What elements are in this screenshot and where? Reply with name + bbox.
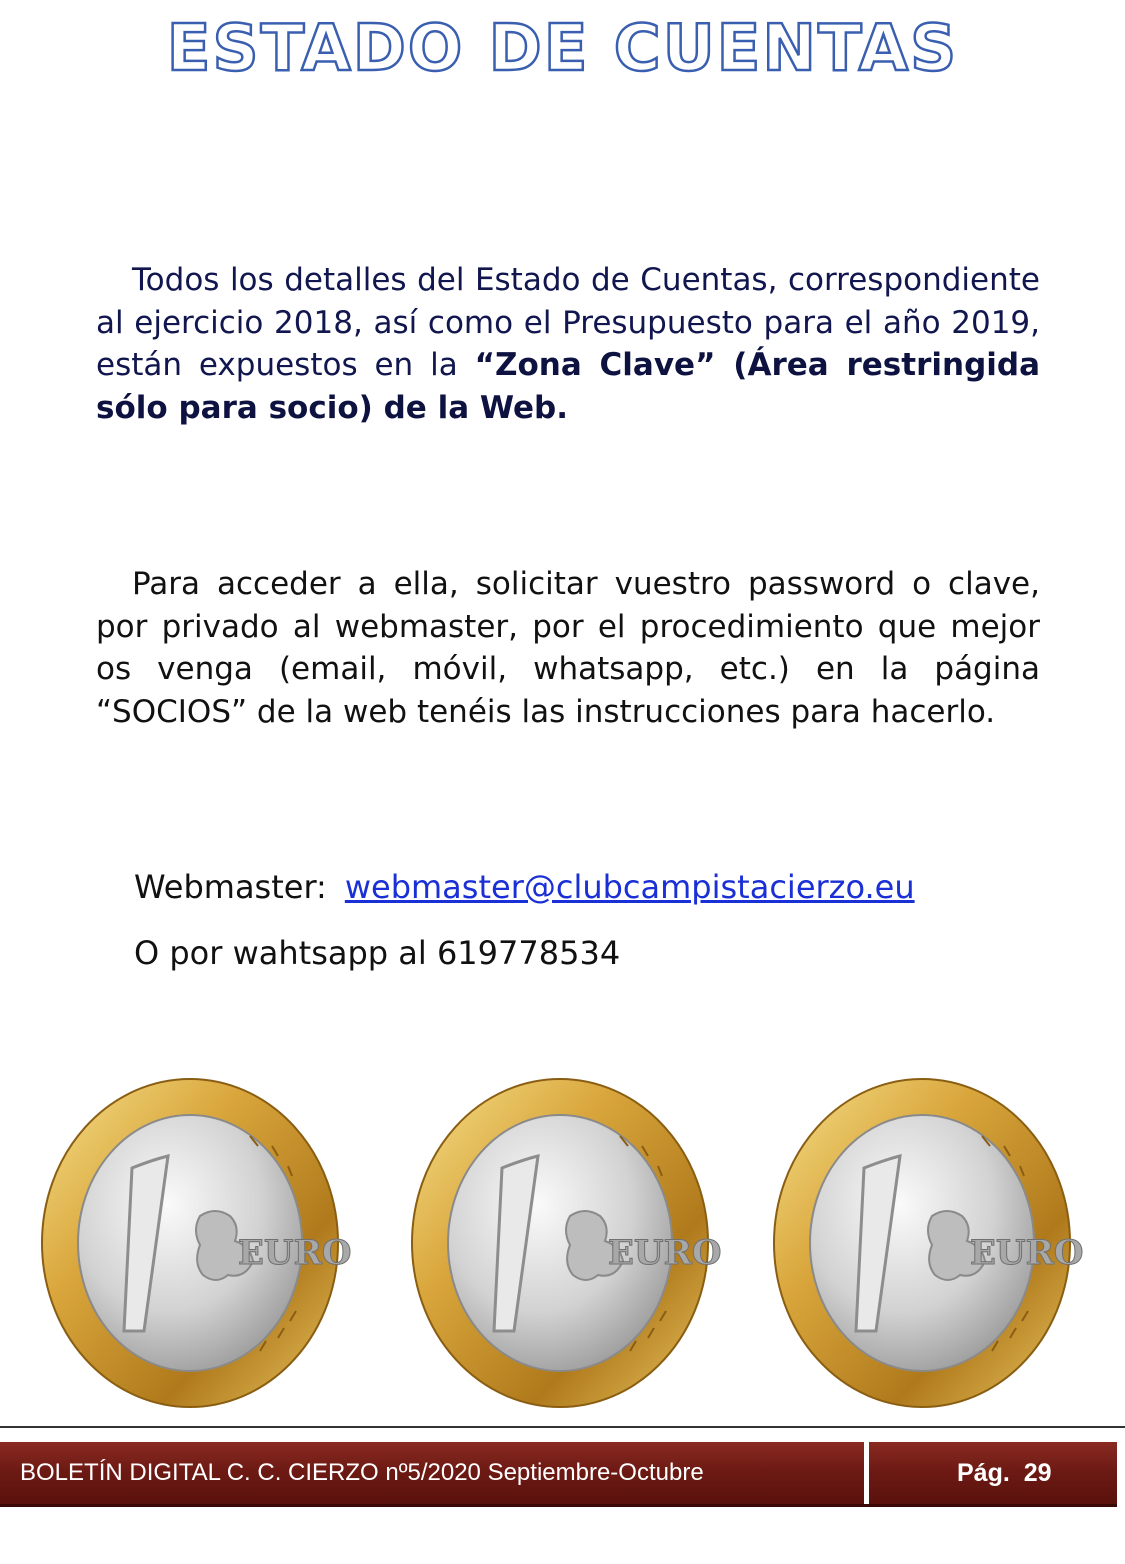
whatsapp-line: O por wahtsapp al 619778534 [134, 934, 621, 972]
euro-coins-illustration [0, 1076, 1125, 1416]
svg-text:EURO: EURO [970, 1233, 1084, 1273]
paragraph-accounts-text: Todos los detalles del Estado de Cuentas, correspondiente al ejercicio 2018, así como el Presupuesto para el año 2019, están expuestos en la [96, 262, 1040, 383]
page-title: ESTADO DE CUENTAS [166, 12, 959, 86]
page-label: Pág. [957, 1459, 1010, 1487]
paragraph-access-text: Para acceder a ella, solicitar vuestro password o clave, por privado al webmaster, por el procedimiento que mejor os venga (email, móvil, whatsapp, etc.) en la página “SOCIOS” de la web tenéis las instrucciones para hacerlo. [96, 566, 1040, 730]
euro-coin-icon [410, 1076, 722, 1411]
page-number: 29 [1023, 1459, 1052, 1487]
footer-separator [864, 1442, 869, 1504]
footer-bar [0, 1442, 1117, 1507]
euro-coin-icon [772, 1076, 1084, 1411]
restricted-zone-note: “Zona Clave” (Área restringida sólo para socio) de la Web. [96, 347, 1040, 426]
paragraph-access [96, 563, 1040, 733]
footer-divider [0, 1426, 1125, 1428]
webmaster-label: Webmaster: [134, 868, 327, 906]
svg-text:EURO: EURO [238, 1233, 352, 1273]
footer-page [957, 1442, 1052, 1504]
svg-text:EURO: EURO [608, 1233, 722, 1273]
webmaster-email-link[interactable]: webmaster@clubcampistacierzo.eu [344, 868, 915, 906]
webmaster-line [134, 868, 915, 906]
footer-publication: BOLETÍN DIGITAL C. C. CIERZO nº5/2020 Septiembre-Octubre [20, 1459, 704, 1486]
euro-coin-icon [40, 1076, 352, 1411]
paragraph-accounts [96, 259, 1040, 429]
